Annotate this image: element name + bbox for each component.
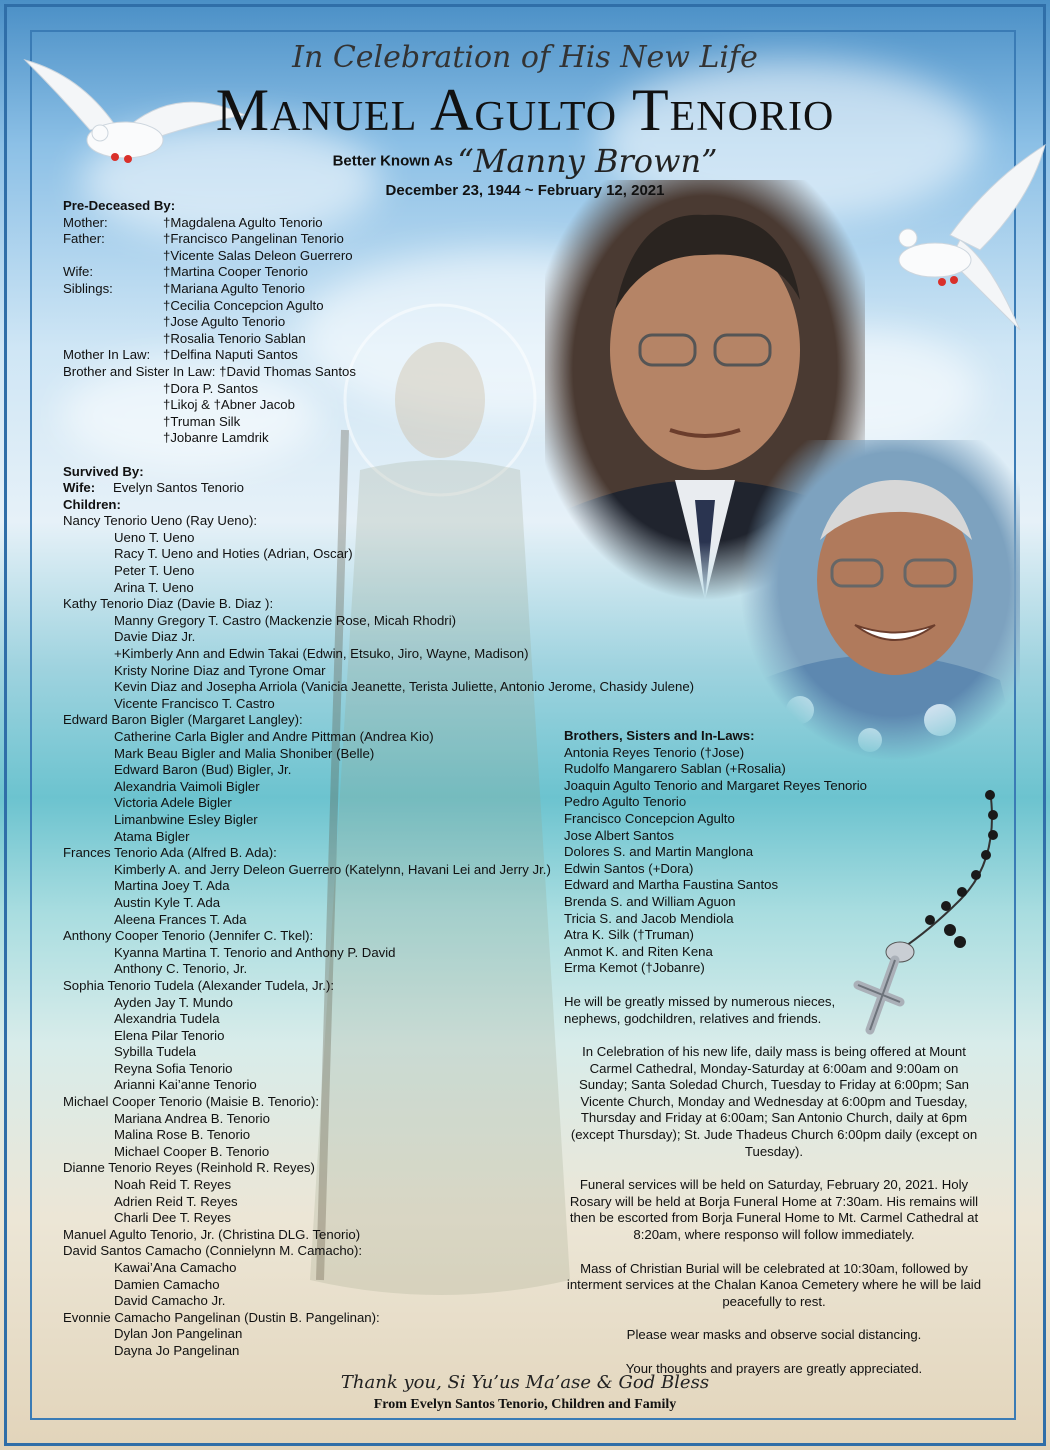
sibling-name: Brenda S. and William Aguon	[564, 893, 736, 909]
relation-label	[63, 331, 163, 348]
predeceased-name: †Jobanre Lamdrik	[163, 430, 269, 446]
inlaw-list	[63, 381, 694, 447]
prayers-note: Your thoughts and prayers are greatly appreciated.	[625, 1361, 923, 1376]
grandchild-name: Michael Cooper B. Tenorio	[114, 1143, 270, 1159]
grandchild-name: Alexandria Tudela	[114, 1011, 220, 1027]
predeceased-name: †Cecilia Concepcion Agulto	[163, 297, 324, 313]
grandchild-name: Dylan Jon Pangelinan	[114, 1326, 243, 1342]
portrait-photo-smiling	[740, 440, 1020, 760]
predeceased-name: †Dora P. Santos	[163, 380, 259, 396]
from-family-line: From Evelyn Santos Tenorio, Children and Family	[373, 1397, 677, 1412]
wife-name: Evelyn Santos Tenorio	[113, 480, 244, 496]
grandchild-name: Kevin Diaz and Josepha Arriola (Vanicia Jeanette, Terista Juliette, Antonio Jerome, Chasidy Julene)	[114, 679, 695, 695]
missed-message: He will be greatly missed by numerous nieces, nephews, godchildren, relatives and friends.	[564, 993, 836, 1026]
masks-notice: Please wear masks and observe social distancing.	[626, 1327, 922, 1343]
grandchild-name: Vicente Francisco T. Castro	[114, 695, 275, 711]
grandchild-name: Elena Pilar Tenorio	[114, 1027, 225, 1043]
grandchild-name: Martina Joey T. Ada	[114, 878, 230, 894]
siblings-list	[564, 745, 984, 977]
predeceased-name: †Francisco Pangelinan Tenorio	[163, 231, 344, 247]
sibling-name: Joaquin Agulto Tenorio and Margaret Reyes Tenorio	[564, 777, 868, 793]
grandchild-name: Limanbwine Esley Bigler	[114, 811, 258, 827]
child-name: Manuel Agulto Tenorio, Jr. (Christina DLG. Tenorio)	[63, 1226, 361, 1242]
sibling-name: Edwin Santos (+Dora)	[564, 860, 694, 876]
predeceased-row	[63, 314, 694, 331]
predeceased-name: †Delfina Naputi Santos	[163, 347, 298, 363]
grandchild-name: Ayden Jay T. Mundo	[114, 994, 234, 1010]
grandchild-name: Reyna Sofia Tenorio	[114, 1060, 233, 1076]
aka-label: Better Known As	[332, 152, 453, 170]
predeceased-name: †Rosalia Tenorio Sablan	[163, 330, 306, 346]
grandchild-name: Kristy Norine Diaz and Tyrone Omar	[114, 662, 326, 678]
predeceased-row	[63, 215, 694, 232]
predeceased-name: †Martina Cooper Tenorio	[163, 264, 308, 280]
relation-label: Mother:	[63, 214, 108, 230]
sibling-name: Pedro Agulto Tenorio	[564, 794, 687, 810]
predeceased-row	[63, 347, 694, 364]
nickname-line	[0, 142, 1050, 180]
grandchild-name: Racy T. Ueno and Hoties (Adrian, Oscar)	[114, 546, 353, 562]
child-name: Michael Cooper Tenorio (Maisie B. Tenorio):	[63, 1094, 320, 1110]
deceased-name: Manuel Agulto Tenorio	[215, 77, 835, 143]
grandchild-name: Anthony C. Tenorio, Jr.	[114, 961, 248, 977]
grandchild-name: David Camacho Jr.	[114, 1293, 226, 1309]
funeral-info: Funeral services will be held on Saturday, February 20, 2021. Holy Rosary will be held at Borja Funeral Home at 7:30am. His remains will then be escorted from Borja Funeral Home to Mt. Carmel Cathedral at 8:20am, where responso will follow immediately.	[569, 1177, 979, 1243]
grandchild-name: Davie Diaz Jr.	[114, 629, 196, 645]
grandchild-name: Arina T. Ueno	[114, 579, 194, 595]
relation-label	[63, 298, 163, 315]
grandchild-name: Peter T. Ueno	[114, 563, 195, 579]
predeceased-name: †Vicente Salas Deleon Guerrero	[163, 247, 353, 263]
grandchild-name: Ueno T. Ueno	[114, 529, 195, 545]
relation-label: Father:	[63, 231, 105, 247]
relation-label	[63, 314, 163, 331]
grandchild-name: Victoria Adele Bigler	[114, 795, 232, 811]
burial-info: Mass of Christian Burial will be celebrated at 10:30am, followed by interment services at the Chalan Kanoa Cemetery where he will be laid peacefully to rest.	[566, 1260, 982, 1309]
child-name: David Santos Camacho (Connielynn M. Camacho):	[63, 1243, 363, 1259]
child-name: Dianne Tenorio Reyes (Reinhold R. Reyes)	[63, 1160, 315, 1176]
predeceased-name: †Mariana Agulto Tenorio	[163, 280, 305, 296]
tagline: In Celebration of His New Life	[292, 40, 758, 75]
obituary-right-column	[564, 728, 984, 1378]
grandchild-name: Adrien Reid T. Reyes	[114, 1193, 238, 1209]
grandchild-name: Edward Baron (Bud) Bigler, Jr.	[114, 762, 292, 778]
grandchild-name: Charli Dee T. Reyes	[114, 1210, 232, 1226]
wife-label: Wife:	[63, 480, 96, 496]
sibling-name: Tricia S. and Jacob Mendiola	[564, 910, 734, 926]
predeceased-name: †Truman Silk	[163, 413, 241, 429]
survived-heading: Survived By:	[63, 463, 144, 479]
predeceased-row	[63, 281, 694, 298]
predeceased-list	[63, 215, 694, 364]
children-heading: Children:	[63, 496, 121, 512]
siblings-heading: Brothers, Sisters and In-Laws:	[564, 728, 755, 743]
grandchild-name: Aleena Frances T. Ada	[114, 911, 247, 927]
child-name: Edward Baron Bigler (Margaret Langley):	[63, 712, 303, 728]
grandchild-name: Kyanna Martina T. Tenorio and Anthony P. David	[114, 944, 396, 960]
sibling-name: Anmot K. and Riten Kena	[564, 943, 713, 959]
relation-label: Wife:	[63, 264, 94, 280]
child-name: Kathy Tenorio Diaz (Davie B. Diaz ):	[63, 596, 274, 612]
child-name: Nancy Tenorio Ueno (Ray Ueno):	[63, 513, 257, 529]
sibling-name: Jose Albert Santos	[564, 827, 674, 843]
child-name: Frances Tenorio Ada (Alfred B. Ada):	[63, 845, 277, 861]
child-name: Anthony Cooper Tenorio (Jennifer C. Tkel):	[63, 928, 314, 944]
grandchild-name: Kimberly A. and Jerry Deleon Guerrero (Katelynn, Havani Lei and Jerry Jr.)	[114, 861, 551, 877]
grandchild-name: Alexandria Vaimoli Bigler	[114, 778, 260, 794]
child-name: Sophia Tenorio Tudela (Alexander Tudela, Jr.):	[63, 977, 334, 993]
grandchild-name: Arianni Kai’anne Tenorio	[114, 1077, 257, 1093]
wife-row	[63, 480, 694, 497]
sibling-name: Francisco Concepcion Agulto	[564, 810, 735, 826]
predeceased-name: †Likoj & †Abner Jacob	[163, 397, 295, 413]
grandchild-name: Atama Bigler	[114, 828, 190, 844]
grandchild-name: Sybilla Tudela	[114, 1044, 197, 1060]
grandchild-name: Noah Reid T. Reyes	[114, 1177, 232, 1193]
grandchild-name: Dayna Jo Pangelinan	[114, 1342, 240, 1358]
predeceased-row	[63, 264, 694, 281]
sibling-name: Rudolfo Mangarero Sablan (+Rosalia)	[564, 761, 786, 777]
grandchild-name: Manny Gregory T. Castro (Mackenzie Rose, Micah Rhodri)	[114, 612, 457, 628]
relation-label: Siblings:	[63, 280, 113, 296]
grandchild-name: Austin Kyle T. Ada	[114, 894, 221, 910]
predeceased-row	[63, 298, 694, 315]
predeceased-name: †Magdalena Agulto Tenorio	[163, 214, 323, 230]
thank-you-line: Thank you, Si Yu’us Ma’ase & God Bless	[340, 1372, 710, 1393]
predeceased-row	[63, 231, 694, 248]
predeceased-name: †Jose Agulto Tenorio	[163, 314, 286, 330]
grandchild-name: Mark Beau Bigler and Malia Shoniber (Belle)	[114, 745, 375, 761]
sibling-name: Atra K. Silk (†Truman)	[564, 927, 694, 943]
life-dates: December 23, 1944 ~ February 12, 2021	[385, 182, 665, 199]
grandchild-name: Damien Camacho	[114, 1276, 220, 1292]
predeceased-heading: Pre-Deceased By:	[63, 198, 176, 213]
predeceased-row	[63, 331, 694, 348]
sibling-name: Erma Kemot (†Jobanre)	[564, 960, 705, 976]
sibling-name: Edward and Martha Faustina Santos	[564, 877, 779, 893]
grandchild-name: Mariana Andrea B. Tenorio	[114, 1110, 270, 1126]
grandchild-name: Kawai’Ana Camacho	[114, 1260, 237, 1275]
grandchild-name: Malina Rose B. Tenorio	[114, 1127, 251, 1143]
grandchild-name: +Kimberly Ann and Edwin Takai (Edwin, Etsuko, Jiro, Wayne, Madison)	[114, 646, 529, 662]
predeceased-row	[63, 248, 694, 265]
child-name: Evonnie Camacho Pangelinan (Dustin B. Pangelinan):	[63, 1309, 380, 1325]
nickname: “Manny Brown”	[457, 142, 718, 180]
sibling-name: Antonia Reyes Tenorio (†Jose)	[564, 744, 745, 760]
inlaw-line: Brother and Sister In Law: †David Thomas Santos	[63, 363, 356, 379]
mass-schedule: In Celebration of his new life, daily mass is being offered at Mount Carmel Cathedral, Monday-Saturday at 6:00am and 9:00am on Sunday; Santa Soledad Church, Tuesday to Friday at 6:00pm; San Vicente Church, Monday and Wednesday at 6:00pm and Tuesday, Thursday and Friday at 6:00am; San Antonio Church, daily at 6pm (except Thursday); St. Jude Thadeus Church 6:00pm daily (except on Tuesday).	[570, 1044, 978, 1159]
relation-label: Mother In Law:	[63, 347, 151, 363]
sibling-name: Dolores S. and Martin Manglona	[564, 844, 754, 860]
grandchild-name: Catherine Carla Bigler and Andre Pittman (Andrea Kio)	[114, 729, 434, 744]
relation-label	[63, 248, 163, 265]
